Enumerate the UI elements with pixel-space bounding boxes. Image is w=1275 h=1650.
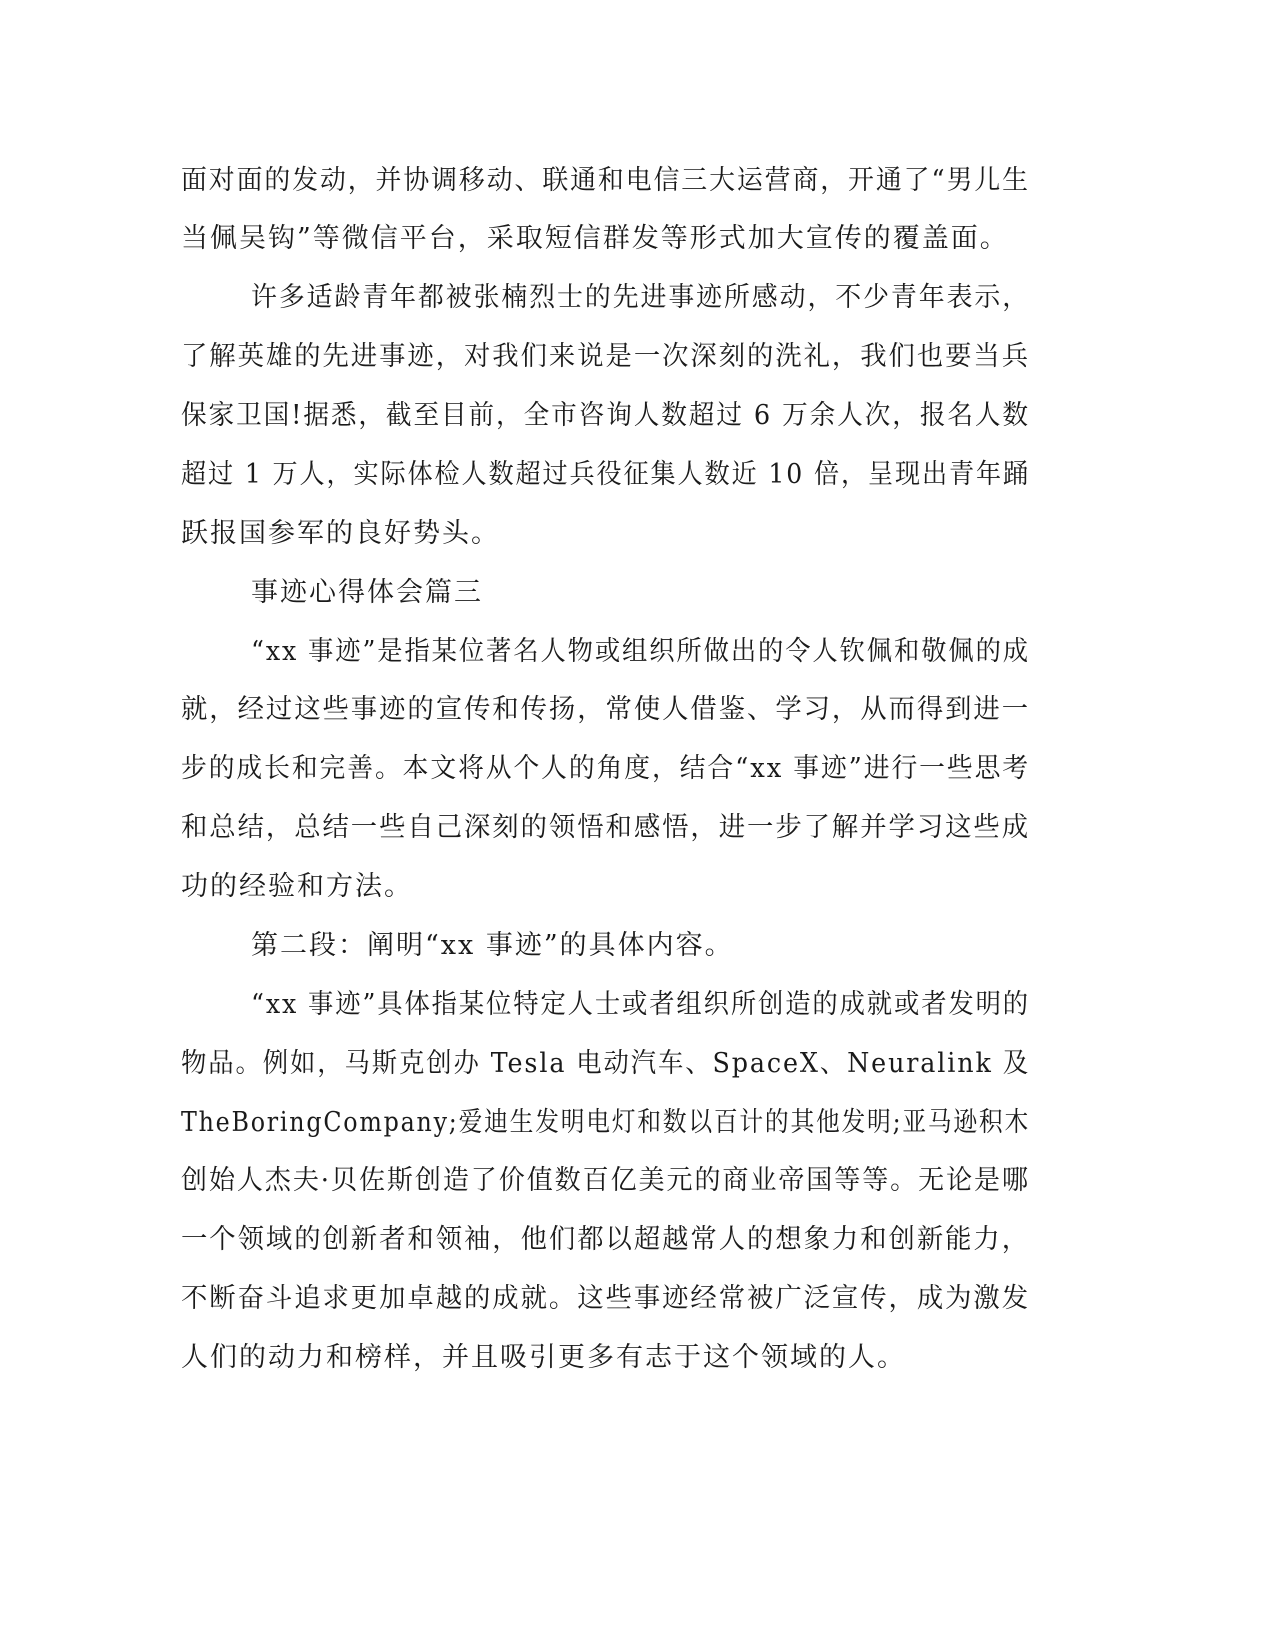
text-line: 功的经验和方法。 — [181, 871, 413, 902]
section-heading: 事迹心得体会篇三 — [251, 577, 483, 608]
text-line: 了解英雄的先进事迹，对我们来说是一次深刻的洗礼，我们也要当兵 — [181, 341, 1031, 372]
text-line: 超过 1 万人，实际体检人数超过兵役征集人数近 10 倍，呈现出青年踊 — [181, 459, 1030, 490]
text-line: 就，经过这些事迹的宣传和传扬，常使人借鉴、学习，从而得到进一 — [181, 694, 1031, 725]
text-line: 面对面的发动，并协调移动、联通和电信三大运营商，开通了“男儿生 — [181, 165, 1030, 196]
text-line: “xx 事迹”是指某位著名人物或组织所做出的令人钦佩和敬佩的成 — [251, 636, 1030, 667]
subheading: 第二段：阐明“xx 事迹”的具体内容。 — [251, 930, 734, 961]
text-line: TheBoringCompany;爱迪生发明电灯和数以百计的其他发明;亚马逊积木 — [181, 1107, 1030, 1138]
text-line: 当佩吴钩”等微信平台，采取短信群发等形式加大宣传的覆盖面。 — [181, 223, 1009, 254]
text-line: 步的成长和完善。本文将从个人的角度，结合“xx 事迹”进行一些思考 — [181, 753, 1031, 784]
text-line: 人们的动力和榜样，并且吸引更多有志于这个领域的人。 — [181, 1342, 906, 1373]
text-line: 创始人杰夫·贝佐斯创造了价值数百亿美元的商业帝国等等。无论是哪 — [181, 1165, 1030, 1196]
text-line: 跃报国参军的良好势头。 — [181, 518, 500, 549]
text-line: 物品。例如，马斯克创办 Tesla 电动汽车、SpaceX、Neuralink 及 — [181, 1048, 1030, 1079]
text-line: 和总结，总结一些自己深刻的领悟和感悟，进一步了解并学习这些成 — [181, 812, 1031, 843]
text-line: “xx 事迹”具体指某位特定人士或者组织所创造的成就或者发明的 — [251, 989, 1030, 1020]
text-line: 一个领域的创新者和领袖，他们都以超越常人的想象力和创新能力， — [181, 1224, 1031, 1255]
text-line: 不断奋斗追求更加卓越的成就。这些事迹经常被广泛宣传，成为激发 — [181, 1283, 1031, 1314]
text-line: 许多适龄青年都被张楠烈士的先进事迹所感动，不少青年表示， — [251, 282, 1031, 313]
text-line: 保家卫国!据悉，截至目前，全市咨询人数超过 6 万余人次，报名人数 — [181, 400, 1030, 431]
